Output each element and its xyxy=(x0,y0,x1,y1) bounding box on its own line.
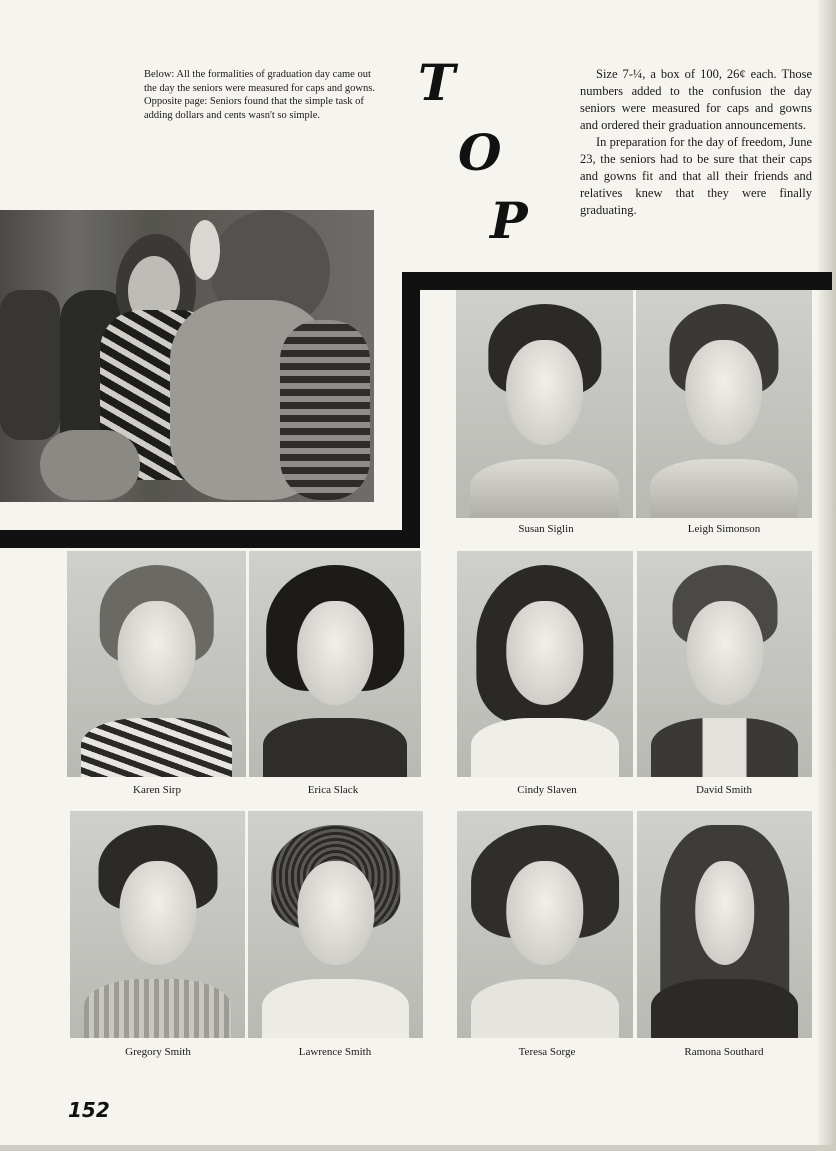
portrait-name: Erica Slack xyxy=(307,784,359,796)
article-paragraph: Size 7-¼, a box of 100, 26¢ each. Those numbers added to the confusion the day seniors were measured for caps and gowns and ordered their graduation announcements. xyxy=(580,67,812,132)
article-paragraph: In preparation for the day of freedom, June 23, the seniors had to be sure that their caps and gowns fit and that all their friends and relatives knew that they were finally graduating. xyxy=(580,135,812,217)
candid-photo-measuring-caps-gowns xyxy=(0,210,374,502)
portrait-name: Susan Siglin xyxy=(518,523,574,535)
black-frame-horizontal xyxy=(0,530,420,548)
portrait-photo xyxy=(249,551,421,777)
black-frame-vertical xyxy=(402,272,420,548)
page-bottom-edge xyxy=(0,1145,836,1151)
portrait-name: Teresa Sorge xyxy=(518,1046,576,1058)
portrait-name: Gregory Smith xyxy=(125,1046,191,1058)
portrait-name: Ramona Southard xyxy=(684,1046,764,1058)
portrait-photo xyxy=(457,551,633,777)
caption-opposite: Opposite page: Seniors found that the simple task of adding dollars and cents wasn't so simple. xyxy=(144,96,364,121)
title-letter-p: P xyxy=(490,191,528,250)
portrait-photo xyxy=(70,811,245,1038)
black-frame-top xyxy=(402,272,832,290)
portrait-photo xyxy=(637,811,812,1038)
title-letter-t: T xyxy=(418,53,456,112)
portrait-photo xyxy=(636,290,812,518)
portrait-photo xyxy=(457,811,633,1038)
portrait-name: Karen Sirp xyxy=(133,784,181,796)
portrait-name: Cindy Slaven xyxy=(517,784,577,796)
portrait-name: David Smith xyxy=(696,784,752,796)
portrait-name: Leigh Simonson xyxy=(687,523,761,535)
page-number: 152 xyxy=(68,1098,110,1122)
portrait-photo xyxy=(637,551,812,777)
title-letter-o: O xyxy=(458,123,502,182)
portrait-photo xyxy=(456,290,633,518)
portrait-name: Lawrence Smith xyxy=(298,1046,372,1058)
page-edge xyxy=(818,0,836,1151)
article-body xyxy=(580,66,812,219)
portrait-photo xyxy=(248,811,423,1038)
caption-below: Below: All the formalities of graduation day came out the day the seniors were measured for caps and gowns. xyxy=(144,69,375,94)
portrait-photo xyxy=(67,551,246,777)
photo-caption xyxy=(144,68,384,122)
